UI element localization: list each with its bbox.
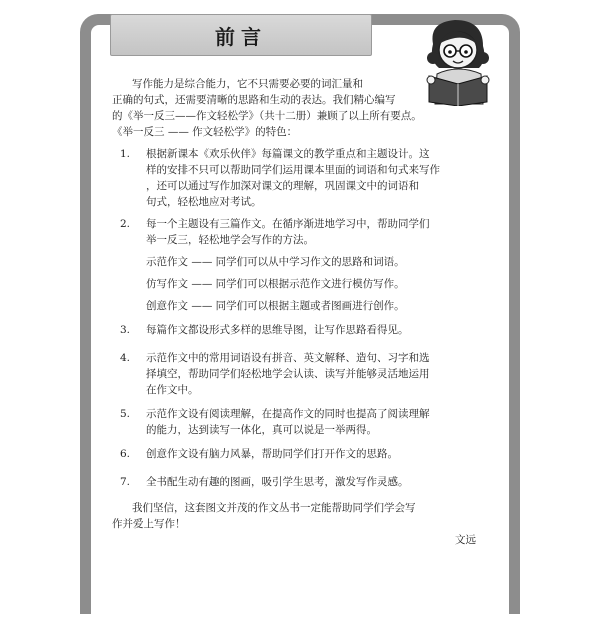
list-item-number: 5. [120,408,131,420]
essay-type-line: 创意作文 —— 同学们可以根据主题或者图画进行创作。 [146,300,405,312]
list-item-line: 举一反三，轻松地学会写作的方法。 [146,234,314,246]
list-item-line: 示范作文中的常用词语设有拼音、英文解释、造句、习字和选 [146,352,430,364]
list-item-line: 的能力，达到读写一体化，真可以说是一举两得。 [146,424,377,436]
list-item-number: 3. [120,324,131,336]
page-title: 前言 [215,24,267,49]
list-item-line: 每一个主题设有三篇作文。在循序渐进地学习中，帮助同学们 [146,218,430,230]
list-item-number: 7. [120,476,131,488]
closing-line: 我们坚信，这套图文并茂的作文丛书一定能帮助同学们学会写 [132,502,416,514]
intro-line: 写作能力是综合能力，它不只需要必要的词汇量和 [132,78,363,90]
list-item-line: 句式，轻松地应对考试。 [146,196,262,208]
essay-type-line: 示范作文 —— 同学们可以从中学习作文的思路和词语。 [146,256,405,268]
title-banner [110,14,372,56]
intro-line: 的《举一反三——作文轻松学》（共十二册）兼顾了以上所有要点。 [112,110,422,122]
list-item-line: 样的安排不只可以帮助同学们运用课本里面的词语和句式来写作 [146,164,440,176]
list-item-number: 1. [120,148,131,160]
girl-with-glasses-reading-book-icon [425,14,491,106]
closing-line: 作并爱上写作！ [112,518,186,530]
list-item-number: 2. [120,218,131,230]
list-item-line: 择填空，帮助同学们轻松地学会认读、读写并能够灵活地运用 [146,368,430,380]
intro-line: 《举一反三 —— 作文轻松学》的特色： [112,126,298,138]
list-item-line: 根据新课本《欢乐伙伴》每篇课文的教学重点和主题设计。这 [146,148,430,160]
list-item-line: 每篇作文都设形式多样的思维导图，让写作思路看得见。 [146,324,409,336]
list-item-line: ，还可以通过写作加深对课文的理解，巩固课文中的词语和 [146,180,419,192]
essay-type-line: 仿写作文 —— 同学们可以根据示范作文进行模仿写作。 [146,278,405,290]
intro-line: 正确的句式，还需要清晰的思路和生动的表达。我们精心编写 [112,94,396,106]
list-item-line: 在作文中。 [146,384,199,396]
list-item-line: 全书配生动有趣的图画，吸引学生思考，激发写作灵感。 [146,476,409,488]
list-item-line: 创意作文设有脑力风暴，帮助同学们打开作文的思路。 [146,448,398,460]
list-item-number: 6. [120,448,131,460]
list-item-line: 示范作文设有阅读理解，在提高作文的同时也提高了阅读理解 [146,408,430,420]
author-signature: 文远 [455,534,476,546]
list-item-number: 4. [120,352,131,364]
